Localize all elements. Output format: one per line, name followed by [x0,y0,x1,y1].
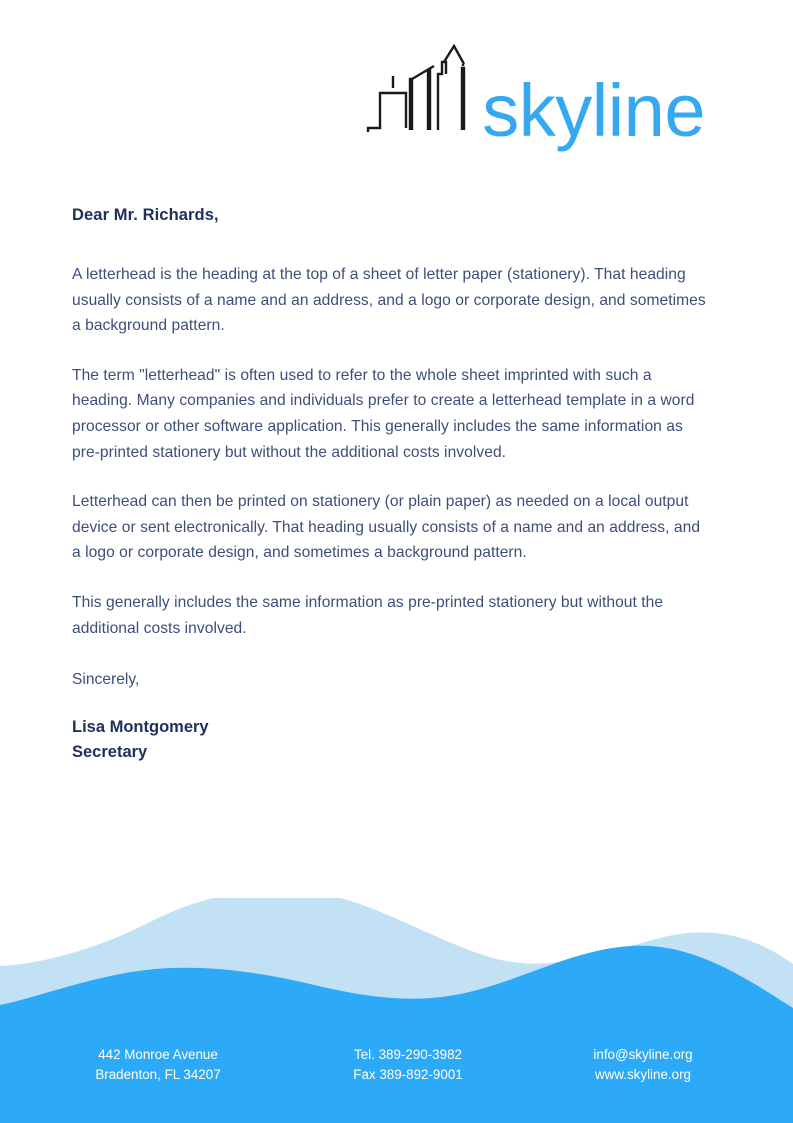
footer-contact-row [0,1045,793,1085]
footer-address [0,1045,308,1085]
body-paragraph-3: Letterhead can then be printed on stationery (or plain paper) as needed on a local output device or sent electronically. That heading usually consists of a name and an address, and a logo or corporate design, and sometimes a background pattern. [72,493,701,562]
footer-phone [308,1045,508,1085]
fax-number: Fax 389-892-9001 [353,1067,463,1082]
letter-body [72,206,712,765]
brand-logo [366,28,705,153]
address-line-1: 442 Monroe Avenue [98,1047,218,1062]
telephone-number: Tel. 389-290-3982 [354,1047,462,1062]
letterhead-header [0,0,793,175]
letterhead-footer [0,898,793,1123]
signature-name: Lisa Montgomery [72,717,209,736]
address-line-2: Bradenton, FL 34207 [95,1067,221,1082]
body-paragraph-2: The term "letterhead" is often used to refer to the whole sheet imprinted with such a heading. Many companies and individuals prefer to create a letterhead template in a word processor or other software application. This generally includes the same information as pre-printed stationery but without the additional costs involved. [72,366,695,461]
salutation: Dear Mr. Richards, [72,206,219,224]
closing-line: Sincerely, [72,671,140,689]
wave-graphic [0,898,793,1123]
body-paragraph-4: This generally includes the same information as pre-printed stationery but without the additional costs involved. [72,593,664,637]
brand-name: skyline [482,69,705,153]
footer-web [508,1045,792,1085]
body-paragraph-1: A letterhead is the heading at the top of a sheet of letter paper (stationery). That heading usually consists of a name and an address, and a logo or corporate design, and sometimes a background pattern. [72,266,706,335]
email-address[interactable]: info@skyline.org [593,1047,693,1062]
city-skyline-icon [366,34,474,138]
website-url[interactable]: www.skyline.org [595,1067,691,1082]
signature-title: Secretary [72,742,148,761]
